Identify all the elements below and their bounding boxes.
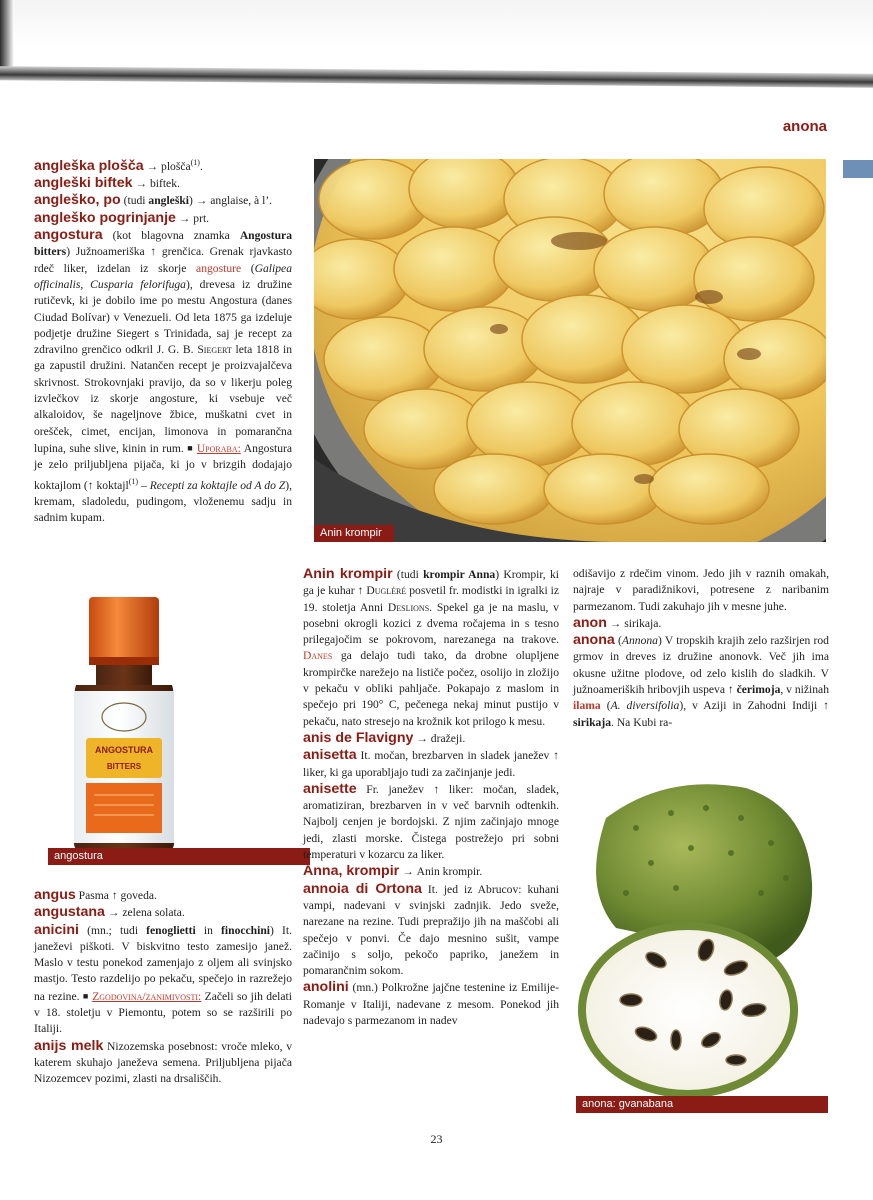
bottle-yellow-band (86, 738, 162, 778)
entry-anolini-continued: odišavijo z rdečim vinom. Jedo jih v raznih omakah, najraje v paradižnikovi, potresene z naribanim parmezanom. Tudi zakuhajo jih v mesne juhe. (573, 567, 829, 613)
angostura-bottle-figure (34, 593, 310, 865)
anona-caption: anona: gvanabana (576, 1096, 828, 1113)
angostura-bottle-image (34, 593, 310, 865)
entry-angleski-biftek: angleški biftek → biftek. (34, 175, 180, 192)
anona-fruit-figure (576, 778, 828, 1113)
entry-anisette: anisette Fr. janežev ↑ liker: močan, sladek, aromatiziran, brezbarven in v več barvnih odtenkih. Najbolj cenjen je bordojski. Z njim začinjajo mnoge jedi, zlasti morske. Čistega postrežejo pri sobni temperaturi v kozarcu za liker. (303, 780, 559, 862)
entry-anolini: anolini (mn.) Polkrožne jajčne testenine iz Emilije-Romanje v Italiji, nadevane z mesom. Ponekod jih nadevajo s parmezanom in nadev (303, 979, 559, 1028)
bottle-label-sub: BITTERS (106, 762, 142, 771)
anin-krompir-figure (314, 159, 826, 542)
entry-anna-krompir: Anna, krompir → Anin krompir. (303, 863, 483, 880)
entry-anis-de-flavigny: anis de Flavigny → dražeji. (303, 729, 466, 746)
entry-angostura: angostura (kot blagovna znamka Angostura bitters) Južnoameriška ↑ grenčica. Grenak rjavkasto rdeč liker, izdelan iz skorje angosture (Galipea officinalis, Cusparia felorifuga), drevesa iz družine rutičevk, ki je dobilo ime po mestu Angostura (danes Ciudad Bolívar) v Venezueli. Od leta 1875 ga izdeluje podjetje družine Siegert s Trinidada, saj je recept za zdravilno grenčico odkril J. G. B. Siegert leta 1818 in ga zapustil družini. Natančen recept je proizvajalčeva skrivnost. Strokovnjaki pravijo, da so v likerju poleg izvlečkov iz skorje angosture, ki vsebuje več alkaloidov, še nageljnove žbice, muškatni cvet in orešček, cimet, encijan, limonova in pomarančna lupina, suhe slive, kinin in rum. ■ Uporaba: Angostura je zelo priljubljena pijača, ki jo v brizgih dodajajo koktajlom (↑ koktajl$^{(1)}$ – Recepti za koktajle od A do Z), kremam, sladoledu, pudingom, vloženemu sadju in sadnim kupam. (34, 227, 293, 524)
entry-angleska-plosca: angleška plošča → plošča$^{(1)}$. (34, 157, 203, 174)
entry-anijs-melk: anijs melk Nizozemska posebnost: vroče mleko, v katerem skuhajo janeževa semena. Priljubljena pijača Nizozemcev pozimi, zlasti na drsališčih. (34, 1037, 292, 1086)
bottle-orange-label (86, 783, 162, 833)
entry-anglesko-pogrinjanje: angleško pogrinjanje → prt. (34, 209, 210, 226)
right-column (573, 566, 829, 731)
entry-anon: anon → sirikaja. (573, 614, 662, 631)
entry-angustana: angustana → zelena solata. (34, 904, 185, 921)
entry-angus: angus Pasma ↑ goveda. (34, 887, 157, 903)
angostura-caption: angostura (48, 848, 310, 865)
bottle-label-name: ANGOSTURA (95, 745, 153, 755)
entry-anglesko-po: angleško, po (tudi angleški) → anglaise, à l’. (34, 192, 273, 209)
middle-column (303, 566, 559, 1029)
running-head: anona (782, 118, 827, 135)
bottle-neck (96, 665, 152, 685)
anin-krompir-caption: Anin krompir (314, 525, 394, 542)
bottle-cap (89, 597, 159, 663)
left-column-top (34, 155, 292, 526)
entry-anicini: anicini (mn.; tudi fenoglietti in finocchini) It. janeževi piškoti. V biskvitno testo zamesijo janež. Maslo v testu ponekod zamenjajo z oljem ali svinjsko mastjo. Testo razdelijo po pekaču, spečejo in razrežejo na rezine. ■ Zgodovina/zanimivosti: Začeli so jih delati v 18. stoletju v Piemontu, potem so se razširili po Italiji. (34, 921, 292, 1036)
page-number: 23 (430, 1132, 443, 1146)
bullet-square-icon: ■ (187, 442, 194, 453)
entry-anona: anona (Annona) V tropskih krajih zelo razširjen rod grmov in dreves iz družine anonovk. Več jih ima okusne užitne plodove, od zelo kislih do sladkih. V južnoameriških hribovjih uspeva ↑ čerimoja, v nižinah ilama (A. diversifolia), v Aziji in Zahodni Indiji ↑ sirikaja. Na Kubi ra- (573, 632, 829, 729)
gvanabana-fruit-image (576, 778, 828, 1096)
left-column-bottom (34, 887, 292, 1088)
scan-corner-shadow (0, 0, 14, 70)
page-tab-marker (843, 160, 873, 178)
entry-annoia-di-ortona: annoia di Ortona It. jed iz Abrucov: kuhani vampi, nadevani v svinjski zadnjik. Jedo sveže, narezane na rezine. Tudi prepražijo jih na maščobi ali spečejo v ponvi. Če dajo mesnino sušit, vampe začinijo s soljo, pekočo papriko, janežem in pomarančnim sokom. (303, 880, 559, 978)
bullet-square-icon: ■ (82, 990, 89, 1001)
entry-anisetta: anisetta It. močan, brezbarven in sladek janežev ↑ liker, ki ga uporabljajo tudi za začinjanje jedi. (303, 747, 559, 779)
anin-krompir-photo (314, 159, 826, 542)
entry-anin-krompir: Anin krompir (tudi krompir Anna) Krompir, ki ga je kuhar ↑ Dugléré posvetil fr. modistki in igralki iz 19. stoletja Anni Deslions. Spekel ga je na maslu, v posebni okrogli kozici z dvema ročajema in s tesno prilegajočim se pokrovom, narezanega na trakove. Danes ga delajo tudi tako, da drobne olupljene krompirčke narežejo na lističe počez, osolijo in zložijo v pekaču v obliki pahljače. Pokapajo z maslom in spečejo pri 190° C, pečenega nekaj minut pustijo v pekaču, nato stresejo na krožnik kot prilogo k mesu. (303, 566, 559, 728)
